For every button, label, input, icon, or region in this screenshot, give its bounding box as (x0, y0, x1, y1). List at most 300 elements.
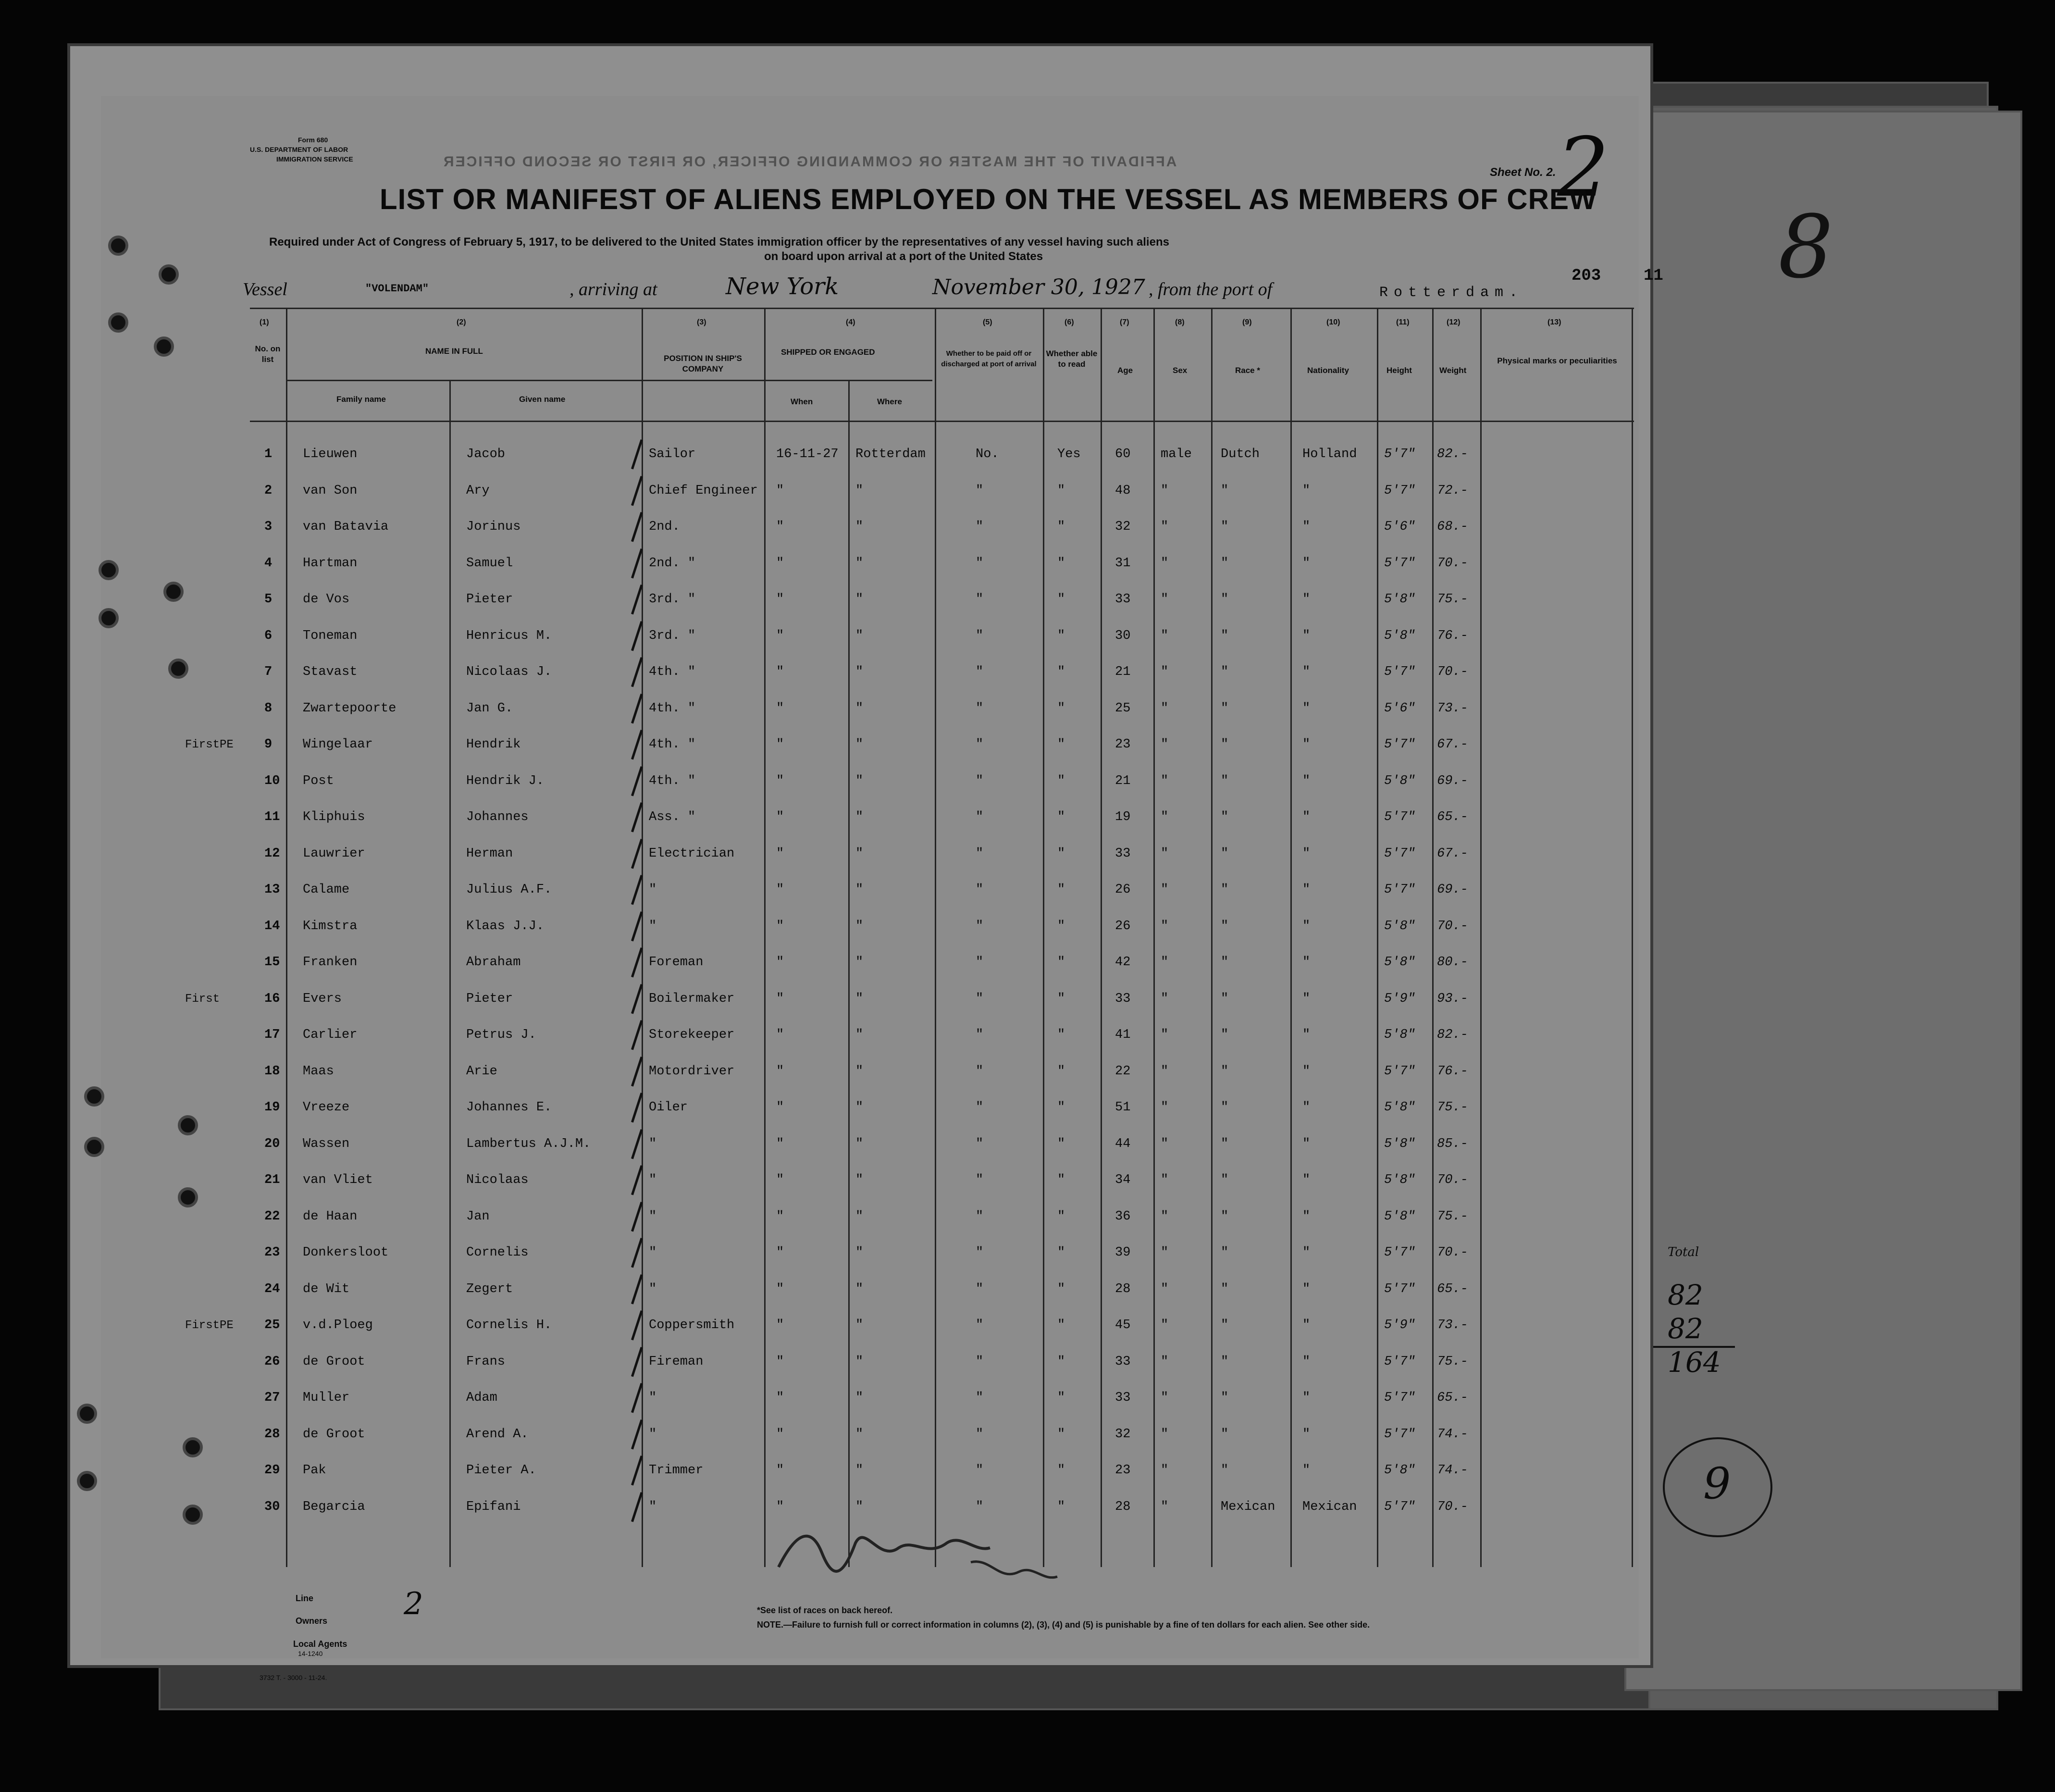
table-row (250, 1137, 1634, 1161)
header-given-name: Given name (519, 395, 566, 404)
family-name-cell: Maas (303, 1064, 334, 1079)
row-number: 14 (264, 919, 280, 933)
where-cell: " (855, 665, 864, 679)
position-cell: 2nd. (649, 520, 680, 534)
circled-number: 9 (1703, 1458, 1731, 1509)
age-cell: 41 (1115, 1028, 1131, 1042)
family-name-cell: Wassen (303, 1136, 350, 1151)
circled-annotation (1663, 1437, 1772, 1537)
header-able-to-read: Whether able to read (1046, 349, 1098, 369)
row-number: 5 (264, 592, 272, 607)
age-cell: 30 (1115, 628, 1131, 643)
age-cell: 44 (1115, 1136, 1131, 1151)
able-to-read-cell: " (1057, 1354, 1065, 1369)
race-cell: " (1221, 883, 1229, 897)
given-name-cell: Nicolaas (466, 1173, 529, 1187)
height-cell: 5'8" (1384, 628, 1415, 643)
given-name-cell: Arend A. (466, 1427, 529, 1442)
sex-cell: " (1161, 883, 1169, 897)
total-sum: 164 (1668, 1346, 1721, 1379)
table-row (250, 1173, 1634, 1197)
family-name-cell: Lauwrier (303, 846, 365, 861)
row-number: 22 (264, 1209, 280, 1224)
col-number-8: (8) (1175, 318, 1185, 326)
table-row (250, 1100, 1634, 1124)
table-row (250, 1355, 1634, 1379)
weight-cell: 68.- (1437, 520, 1468, 534)
age-cell: 60 (1115, 447, 1131, 461)
nationality-cell: " (1302, 556, 1311, 571)
weight-cell: 75.- (1437, 592, 1468, 607)
race-cell: " (1221, 1064, 1229, 1079)
able-to-read-cell: " (1057, 1173, 1065, 1187)
position-cell: 4th. " (649, 701, 696, 716)
paid-off-cell: " (976, 991, 984, 1006)
line-label: Line (296, 1593, 314, 1603)
family-name-cell: Pak (303, 1463, 326, 1478)
header-name-in-full: NAME IN FULL (425, 347, 483, 356)
able-to-read-cell: Yes (1057, 447, 1081, 461)
nationality-cell: " (1302, 1463, 1311, 1478)
weight-cell: 70.- (1437, 919, 1468, 933)
table-row (250, 1245, 1634, 1269)
weight-cell: 69.- (1437, 773, 1468, 788)
when-cell: " (776, 1245, 784, 1260)
able-to-read-cell: " (1057, 955, 1065, 970)
able-to-read-cell: " (1057, 846, 1065, 861)
when-cell: " (776, 628, 784, 643)
given-name-cell: Petrus J. (466, 1028, 536, 1042)
where-cell: " (855, 810, 864, 824)
header-position: POSITION IN SHIP'S COMPANY (664, 354, 742, 373)
paid-off-cell: " (976, 1282, 984, 1296)
given-name-cell: Nicolaas J. (466, 665, 552, 679)
where-cell: " (855, 701, 864, 716)
race-cell: " (1221, 1427, 1229, 1442)
nationality-cell: " (1302, 1282, 1311, 1296)
when-cell: " (776, 955, 784, 970)
given-name-cell: Pieter A. (466, 1463, 536, 1478)
family-name-cell: Hartman (303, 556, 358, 571)
table-row (250, 701, 1634, 725)
check-mark-icon (627, 1309, 643, 1341)
weight-cell: 69.- (1437, 883, 1468, 897)
sex-cell: " (1161, 810, 1169, 824)
row-number: 16 (264, 991, 280, 1006)
age-cell: 23 (1115, 737, 1131, 752)
paid-off-cell: " (976, 1463, 984, 1478)
table-row (250, 1064, 1634, 1088)
col-number-3: (3) (697, 318, 706, 326)
where-cell: " (855, 628, 864, 643)
position-cell: 4th. " (649, 665, 696, 679)
given-name-cell: Herman (466, 846, 513, 861)
table-row (250, 774, 1634, 798)
family-name-cell: Toneman (303, 628, 358, 643)
age-cell: 33 (1115, 592, 1131, 607)
given-name-cell: Hendrik (466, 737, 521, 752)
where-cell: " (855, 1100, 864, 1115)
weight-cell: 74.- (1437, 1427, 1468, 1442)
weight-cell: 75.- (1437, 1100, 1468, 1115)
table-row (250, 556, 1634, 580)
when-cell: 16-11-27 (776, 447, 839, 461)
able-to-read-cell: " (1057, 1427, 1065, 1442)
col-number-6: (6) (1065, 318, 1074, 326)
when-cell: " (776, 1209, 784, 1224)
col-number-10: (10) (1326, 318, 1340, 326)
position-cell: Motordriver (649, 1064, 735, 1079)
race-cell: " (1221, 1209, 1229, 1224)
given-name-cell: Adam (466, 1391, 497, 1405)
height-cell: 5'7" (1384, 1064, 1415, 1079)
sex-cell: " (1161, 1173, 1169, 1187)
able-to-read-cell: " (1057, 883, 1065, 897)
sex-cell: " (1161, 520, 1169, 534)
race-cell: " (1221, 556, 1229, 571)
weight-cell: 73.- (1437, 701, 1468, 716)
able-to-read-cell: " (1057, 1028, 1065, 1042)
paid-off-cell: " (976, 1499, 984, 1514)
able-to-read-cell: " (1057, 1282, 1065, 1296)
age-cell: 45 (1115, 1318, 1131, 1332)
where-cell: " (855, 483, 864, 498)
weight-cell: 67.- (1437, 737, 1468, 752)
binder-hole (99, 608, 119, 628)
height-cell: 5'7" (1384, 1391, 1415, 1405)
binder-hole (178, 1187, 198, 1207)
arrival-date: November 30, 1927 (932, 275, 1145, 299)
weight-cell: 65.- (1437, 810, 1468, 824)
col-number-2: (2) (457, 318, 466, 326)
race-cell: " (1221, 1245, 1229, 1260)
height-cell: 5'8" (1384, 955, 1415, 970)
height-cell: 5'6" (1384, 701, 1415, 716)
nationality-cell: " (1302, 846, 1311, 861)
family-name-cell: de Haan (303, 1209, 358, 1224)
binder-hole (99, 560, 119, 580)
binder-hole (183, 1437, 203, 1457)
where-cell: " (855, 1354, 864, 1369)
height-cell: 5'8" (1384, 773, 1415, 788)
sex-cell: " (1161, 773, 1169, 788)
family-name-cell: Kliphuis (303, 810, 365, 824)
age-cell: 22 (1115, 1064, 1131, 1079)
height-cell: 5'6" (1384, 520, 1415, 534)
weight-cell: 70.- (1437, 1173, 1468, 1187)
able-to-read-cell: " (1057, 628, 1065, 643)
when-cell: " (776, 1282, 784, 1296)
vessel-name: "VOLENDAM" (365, 283, 429, 295)
given-name-cell: Henricus M. (466, 628, 552, 643)
race-cell: " (1221, 1318, 1229, 1332)
position-cell: Oiler (649, 1100, 688, 1115)
when-cell: " (776, 1136, 784, 1151)
table-row (250, 629, 1634, 653)
table-row (250, 1427, 1634, 1451)
nationality-cell: " (1302, 1173, 1311, 1187)
paid-off-cell: " (976, 1136, 984, 1151)
position-cell: 3rd. " (649, 628, 696, 643)
sheet-typed: 2. (1546, 166, 1556, 179)
able-to-read-cell: " (1057, 665, 1065, 679)
race-cell: " (1221, 846, 1229, 861)
height-cell: 5'7" (1384, 1282, 1415, 1296)
height-cell: 5'8" (1384, 1136, 1415, 1151)
weight-cell: 75.- (1437, 1354, 1468, 1369)
where-cell: " (855, 1499, 864, 1514)
able-to-read-cell: " (1057, 1245, 1065, 1260)
race-cell: " (1221, 1028, 1229, 1042)
nationality-cell: " (1302, 1318, 1311, 1332)
family-name-cell: de Vos (303, 592, 350, 607)
nationality-cell: " (1302, 665, 1311, 679)
paid-off-cell: " (976, 1173, 984, 1187)
row-number: 25 (264, 1318, 280, 1332)
sex-cell: male (1161, 447, 1192, 461)
nationality-cell: Holland (1302, 447, 1357, 461)
position-cell: 3rd. " (649, 592, 696, 607)
page-title: LIST OR MANIFEST OF ALIENS EMPLOYED ON THE VESSEL AS MEMBERS OF CREW (380, 183, 1597, 215)
family-name-cell: de Groot (303, 1354, 365, 1369)
position-cell: " (649, 883, 657, 897)
height-cell: 5'9" (1384, 1318, 1415, 1332)
age-cell: 21 (1115, 665, 1131, 679)
position-cell: Chief Engineer (649, 483, 758, 498)
weight-cell: 73.- (1437, 1318, 1468, 1332)
position-cell: " (649, 1282, 657, 1296)
sex-cell: " (1161, 701, 1169, 716)
when-cell: " (776, 1354, 784, 1369)
master-signature (769, 1509, 1105, 1586)
where-cell: " (855, 556, 864, 571)
sex-cell: " (1161, 1391, 1169, 1405)
header-physical: Physical marks or peculiarities (1497, 356, 1617, 365)
arriving-port: New York (726, 273, 839, 300)
family-name-cell: Zwartepoorte (303, 701, 396, 716)
header-no-on-list: No. on list (255, 344, 281, 364)
given-name-cell: Abraham (466, 955, 521, 970)
row-number: 17 (264, 1028, 280, 1042)
sex-cell: " (1161, 1245, 1169, 1260)
sex-cell: " (1161, 1318, 1169, 1332)
age-cell: 34 (1115, 1173, 1131, 1187)
weight-cell: 65.- (1437, 1282, 1468, 1296)
nationality-cell: " (1302, 1209, 1311, 1224)
binder-hole (108, 236, 128, 256)
paid-off-cell: " (976, 955, 984, 970)
check-mark-icon (627, 801, 643, 833)
check-mark-icon (627, 1092, 643, 1123)
position-cell: Fireman (649, 1354, 704, 1369)
nationality-cell: " (1302, 1391, 1311, 1405)
where-cell: " (855, 1427, 864, 1442)
position-cell: 4th. " (649, 737, 696, 752)
sheet-number-label (1490, 166, 1556, 179)
where-cell: Rotterdam (855, 447, 926, 461)
paid-off-cell: " (976, 483, 984, 498)
check-mark-icon (627, 1237, 643, 1268)
race-cell: " (1221, 1282, 1229, 1296)
given-name-cell: Julius A.F. (466, 883, 552, 897)
height-cell: 5'7" (1384, 447, 1415, 461)
age-cell: 25 (1115, 701, 1131, 716)
age-cell: 51 (1115, 1100, 1131, 1115)
sex-cell: " (1161, 919, 1169, 933)
where-cell: " (855, 919, 864, 933)
row-number: 23 (264, 1245, 280, 1260)
row-number: 24 (264, 1282, 280, 1296)
row-number: 18 (264, 1064, 280, 1079)
family-name-cell: Wingelaar (303, 737, 373, 752)
service-label: IMMIGRATION SERVICE (276, 155, 353, 163)
height-cell: 5'7" (1384, 556, 1415, 571)
row-number: 29 (264, 1463, 280, 1478)
sex-cell: " (1161, 1100, 1169, 1115)
given-name-cell: Jacob (466, 447, 506, 461)
when-cell: " (776, 919, 784, 933)
stamp-number-2: 11 (1644, 267, 1663, 285)
sex-cell: " (1161, 1136, 1169, 1151)
row-number: 30 (264, 1499, 280, 1514)
form-number: Form 680 (298, 136, 328, 144)
where-cell: " (855, 1282, 864, 1296)
when-cell: " (776, 1100, 784, 1115)
binder-hole (84, 1086, 104, 1107)
nationality-cell: Mexican (1302, 1499, 1357, 1514)
margin-note: FirstPE (185, 1319, 234, 1332)
paid-off-cell: " (976, 520, 984, 534)
paid-off-cell: " (976, 1028, 984, 1042)
given-name-cell: Johannes E. (466, 1100, 552, 1115)
position-cell: " (649, 1209, 657, 1224)
given-name-cell: Samuel (466, 556, 513, 571)
family-name-cell: Lieuwen (303, 447, 358, 461)
race-cell: " (1221, 592, 1229, 607)
weight-cell: 74.- (1437, 1463, 1468, 1478)
sex-cell: " (1161, 1354, 1169, 1369)
row-number: 3 (264, 520, 272, 534)
given-name-cell: Arie (466, 1064, 497, 1079)
nationality-cell: " (1302, 592, 1311, 607)
table-row (250, 484, 1634, 508)
race-cell: " (1221, 701, 1229, 716)
able-to-read-cell: " (1057, 520, 1065, 534)
given-name-cell: Jan G. (466, 701, 513, 716)
height-cell: 5'7" (1384, 665, 1415, 679)
check-mark-icon (627, 656, 643, 687)
corner-handwritten-mark: 8 (1778, 197, 1833, 298)
weight-cell: 85.- (1437, 1136, 1468, 1151)
row-number: 19 (264, 1100, 280, 1115)
when-cell: " (776, 556, 784, 571)
able-to-read-cell: " (1057, 1499, 1065, 1514)
position-cell: " (649, 1173, 657, 1187)
where-cell: " (855, 846, 864, 861)
header-when: When (791, 397, 813, 406)
table-row (250, 1463, 1634, 1487)
age-cell: 26 (1115, 919, 1131, 933)
paid-off-cell: " (976, 773, 984, 788)
given-name-cell: Jan (466, 1209, 490, 1224)
family-name-cell: van Son (303, 483, 358, 498)
family-name-cell: van Vliet (303, 1173, 373, 1187)
row-number: 9 (264, 737, 272, 752)
height-cell: 5'7" (1384, 1245, 1415, 1260)
when-cell: " (776, 737, 784, 752)
when-cell: " (776, 1028, 784, 1042)
paid-off-cell: " (976, 919, 984, 933)
race-cell: " (1221, 1391, 1229, 1405)
col-number-9: (9) (1242, 318, 1252, 326)
position-cell: Sailor (649, 447, 696, 461)
table-row (250, 1318, 1634, 1342)
family-name-cell: Carlier (303, 1028, 358, 1042)
binder-hole (168, 659, 188, 679)
height-cell: 5'9" (1384, 991, 1415, 1006)
nationality-cell: " (1302, 520, 1311, 534)
able-to-read-cell: " (1057, 773, 1065, 788)
table-row (250, 1391, 1634, 1415)
table-row (250, 919, 1634, 943)
age-cell: 33 (1115, 1354, 1131, 1369)
affidavit-bleedthrough: AFFIDAVIT OF THE MASTER OR COMMANDING OFFICER, OR FIRST OR SECOND OFFICER (442, 154, 1177, 170)
race-cell: " (1221, 628, 1229, 643)
age-cell: 39 (1115, 1245, 1131, 1260)
paid-off-cell: " (976, 737, 984, 752)
sex-cell: " (1161, 483, 1169, 498)
from-port: Rotterdam. (1379, 285, 1524, 301)
header-race: Race * (1235, 366, 1260, 375)
check-mark-icon (627, 1382, 643, 1413)
where-cell: " (855, 883, 864, 897)
header-where: Where (877, 397, 902, 406)
where-cell: " (855, 737, 864, 752)
nationality-cell: " (1302, 483, 1311, 498)
binder-hole (163, 582, 184, 602)
binder-hole (178, 1115, 198, 1135)
binder-hole (77, 1471, 97, 1491)
race-cell: Mexican (1221, 1499, 1275, 1514)
age-cell: 33 (1115, 846, 1131, 861)
height-cell: 5'7" (1384, 483, 1415, 498)
height-cell: 5'8" (1384, 1173, 1415, 1187)
nationality-cell: " (1302, 1245, 1311, 1260)
header-nationality: Nationality (1307, 366, 1349, 375)
row-number: 4 (264, 556, 272, 571)
age-cell: 26 (1115, 883, 1131, 897)
able-to-read-cell: " (1057, 592, 1065, 607)
given-name-cell: Cornelis H. (466, 1318, 552, 1332)
able-to-read-cell: " (1057, 1463, 1065, 1478)
where-cell: " (855, 1028, 864, 1042)
height-cell: 5'7" (1384, 810, 1415, 824)
sex-cell: " (1161, 1028, 1169, 1042)
height-cell: 5'8" (1384, 1209, 1415, 1224)
check-mark-icon (627, 837, 643, 869)
given-name-cell: Zegert (466, 1282, 513, 1296)
row-number: 15 (264, 955, 280, 970)
where-cell: " (855, 773, 864, 788)
position-cell: Foreman (649, 955, 704, 970)
when-cell: " (776, 1064, 784, 1079)
crew-table (185, 308, 1634, 1567)
race-cell: " (1221, 810, 1229, 824)
position-cell: " (649, 1136, 657, 1151)
check-mark-icon (627, 1273, 643, 1304)
check-mark-icon (627, 983, 643, 1014)
family-name-cell: Calame (303, 883, 350, 897)
